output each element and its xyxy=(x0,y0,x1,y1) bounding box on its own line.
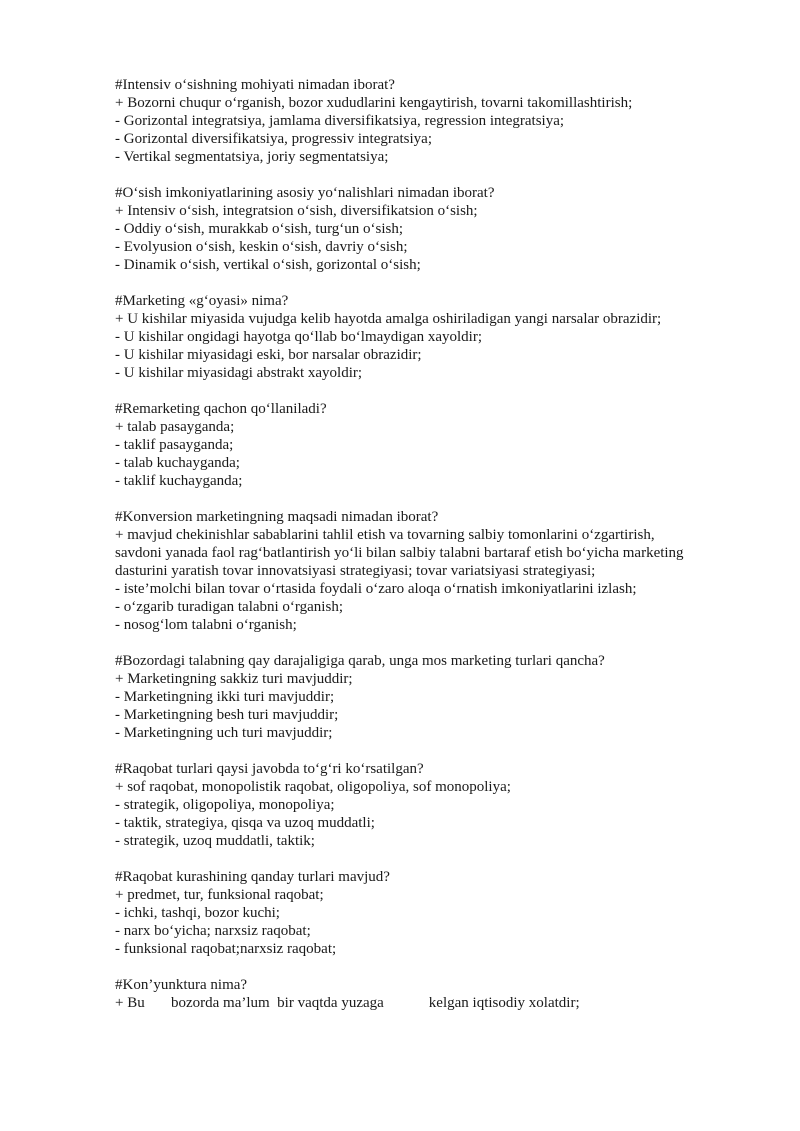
answer-option: - Oddiy o‘sish, murakkab o‘sish, turg‘un o‘sish; xyxy=(115,221,404,237)
question-block xyxy=(115,400,755,490)
answer-option: - narx bo‘yicha; narxsiz raqobat; xyxy=(115,923,311,939)
answer-option: - taklif kuchayganda; xyxy=(115,473,243,489)
answer-option: - taktik, strategiya, qisqa va uzoq muddatli; xyxy=(115,815,375,831)
question-text: #Remarketing qachon qo‘llaniladi? xyxy=(115,401,327,417)
answer-option-correct: + predmet, tur, funksional raqobat; xyxy=(115,887,324,903)
question-text: #Konversion marketingning maqsadi nimadan iborat? xyxy=(115,509,439,525)
question-text: #O‘sish imkoniyatlarining asosiy yo‘nalishlari nimadan iborat? xyxy=(115,185,495,201)
answer-option: - funksional raqobat;narxsiz raqobat; xyxy=(115,941,337,957)
question-text: #Intensiv o‘sishning mohiyati nimadan iborat? xyxy=(115,77,395,93)
question-block xyxy=(115,76,755,166)
answer-option: - Marketingning besh turi mavjuddir; xyxy=(115,707,339,723)
answer-option: - strategik, uzoq muddatli, taktik; xyxy=(115,833,315,849)
question-block xyxy=(115,868,755,958)
question-block xyxy=(115,292,755,382)
question-text: #Raqobat turlari qaysi javobda to‘g‘ri ko‘rsatilgan? xyxy=(115,761,424,777)
question-block xyxy=(115,976,755,1012)
question-text: #Marketing «g‘oyasi» nima? xyxy=(115,293,289,309)
answer-option: - Gorizontal integratsiya, jamlama diversifikatsiya, regression integratsiya; xyxy=(115,113,565,129)
answer-option: - U kishilar miyasidagi eski, bor narsalar obrazidir; xyxy=(115,347,422,363)
question-text: #Kon’yunktura nima? xyxy=(115,977,248,993)
answer-option: - strategik, oligopoliya, monopoliya; xyxy=(115,797,335,813)
answer-option: - Vertikal segmentatsiya, joriy segmentatsiya; xyxy=(115,149,389,165)
answer-option-correct: + sof raqobat, monopolistik raqobat, oligopoliya, sof monopoliya; xyxy=(115,779,511,795)
question-block xyxy=(115,508,755,634)
answer-option: - Marketingning ikki turi mavjuddir; xyxy=(115,689,335,705)
answer-option-continuation: savdoni yanada faol rag‘batlantirish yo‘li bilan salbiy talabni bartaraf etish bo‘yicha marketing xyxy=(115,545,684,561)
answer-option: - talab kuchayganda; xyxy=(115,455,240,471)
answer-option: - U kishilar miyasidagi abstrakt xayoldir; xyxy=(115,365,363,381)
answer-option: - ichki, tashqi, bozor kuchi; xyxy=(115,905,280,921)
answer-option: - Dinamik o‘sish, vertikal o‘sish, gorizontal o‘sish; xyxy=(115,257,421,273)
document-page xyxy=(115,76,755,1030)
answer-option: - Evolyusion o‘sish, keskin o‘sish, davriy o‘sish; xyxy=(115,239,408,255)
answer-option-correct: + mavjud chekinishlar sabablarini tahlil etish va tovarning salbiy tomonlarini o‘zgartirish, xyxy=(115,527,655,543)
question-text: #Raqobat kurashining qanday turlari mavjud? xyxy=(115,869,390,885)
answer-option-correct: + talab pasayganda; xyxy=(115,419,235,435)
answer-option: - U kishilar ongidagi hayotga qo‘llab bo‘lmaydigan xayoldir; xyxy=(115,329,483,345)
answer-option-correct: + Marketingning sakkiz turi mavjuddir; xyxy=(115,671,353,687)
answer-option-continuation: dasturini yaratish tovar innovatsiyasi strategiyasi; tovar variatsiyasi strategiyasi; xyxy=(115,563,596,579)
answer-option: - Gorizontal diversifikatsiya, progressiv integratsiya; xyxy=(115,131,432,147)
answer-option-correct: + Bu bozorda ma’lum bir vaqtda yuzaga kelgan iqtisodiy xolatdir; xyxy=(115,995,580,1011)
question-text: #Bozordagi talabning qay darajaligiga qarab, unga mos marketing turlari qancha? xyxy=(115,653,605,669)
answer-option-correct: + Intensiv o‘sish, integratsion o‘sish, diversifikatsion o‘sish; xyxy=(115,203,478,219)
answer-option: - iste’molchi bilan tovar o‘rtasida foydali o‘zaro aloqa o‘rnatish imkoniyatlarini izlash; xyxy=(115,581,637,597)
answer-option: - nosog‘lom talabni o‘rganish; xyxy=(115,617,297,633)
question-block xyxy=(115,760,755,850)
answer-option: - o‘zgarib turadigan talabni o‘rganish; xyxy=(115,599,343,615)
answer-option: - Marketingning uch turi mavjuddir; xyxy=(115,725,333,741)
question-block xyxy=(115,652,755,742)
answer-option: - taklif pasayganda; xyxy=(115,437,234,453)
question-block xyxy=(115,184,755,274)
answer-option-correct: + U kishilar miyasida vujudga kelib hayotda amalga oshiriladigan yangi narsalar obrazidir; xyxy=(115,311,662,327)
answer-option-correct: + Bozorni chuqur o‘rganish, bozor xududlarini kengaytirish, tovarni takomillashtirish; xyxy=(115,95,633,111)
